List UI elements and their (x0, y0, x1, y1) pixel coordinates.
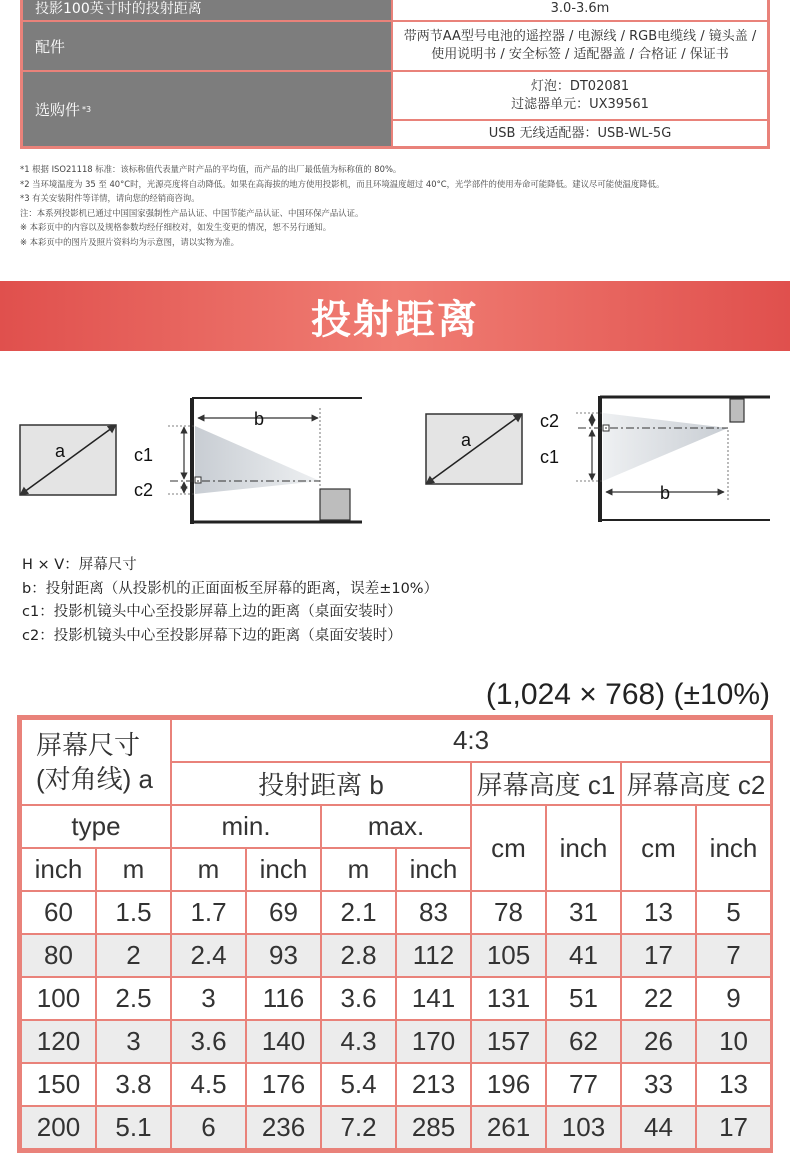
spec-value-line: USB 无线适配器：USB-WL-5G (488, 125, 672, 141)
table-cell: 83 (396, 891, 471, 934)
table-cell: 3.6 (321, 977, 396, 1020)
header-row (21, 805, 771, 848)
table-cell: 2.1 (321, 891, 396, 934)
table-row (21, 1063, 771, 1106)
resolution-label: (1,024 × 768) (±10%) (485, 678, 770, 711)
table-cell: 3 (171, 977, 246, 1020)
footnotes (20, 162, 780, 249)
table-cell: 100 (21, 977, 96, 1020)
c1-label: c1 (540, 447, 560, 467)
screen-size-label: a (461, 430, 472, 450)
header-row (21, 719, 771, 762)
table-cell: 33 (621, 1063, 696, 1106)
c2-header: 屏幕高度 c2 (621, 762, 771, 805)
footnote: *1 根据 ISO21118 标准：该标称值代表量产时产品的平均值，而产品的出厂最低值为标称值的 80%。 (20, 164, 402, 174)
table-cell: 236 (246, 1106, 321, 1149)
throw-header: 投射距离 b (171, 762, 471, 805)
table-cell: 93 (246, 934, 321, 977)
spec-value-group (393, 119, 767, 146)
spec-value-line: 灯泡：DT02081 (530, 78, 630, 94)
table-cell: 2.8 (321, 934, 396, 977)
c1-label: c1 (134, 445, 154, 465)
table-cell: 17 (621, 934, 696, 977)
table-cell: 69 (246, 891, 321, 934)
table-cell: 176 (246, 1063, 321, 1106)
footnote: ※ 本彩页中的内容以及规格参数均经仔细校对，如发生变更的情况，恕不另行通知。 (20, 222, 332, 232)
spec-row-accessories (23, 20, 767, 70)
table-row (21, 1106, 771, 1149)
table-cell: 131 (471, 977, 546, 1020)
table-row (21, 934, 771, 977)
table-cell: 41 (546, 934, 621, 977)
legend-item: c2：投影机镜头中心至投影屏幕下边的距离（桌面安装时） (22, 627, 402, 644)
table-cell: 3.8 (96, 1063, 171, 1106)
spec-value (391, 72, 767, 146)
table-row (21, 1020, 771, 1063)
table-cell: 10 (696, 1020, 771, 1063)
throw-distance-diagrams (0, 390, 790, 530)
c1-header: 屏幕高度 c1 (471, 762, 621, 805)
unit-header-cm: cm (471, 805, 546, 891)
spec-row-options (23, 70, 767, 146)
table-cell: 3.6 (171, 1020, 246, 1063)
table-cell: 31 (546, 891, 621, 934)
projection-beam (195, 426, 320, 494)
table-cell: 112 (396, 934, 471, 977)
spec-label (23, 72, 391, 146)
table-cell: 26 (621, 1020, 696, 1063)
table-body (21, 891, 771, 1149)
table-cell: 13 (696, 1063, 771, 1106)
aspect-header: 4:3 (171, 719, 771, 762)
section-title: 投射距离 (311, 296, 479, 343)
unit-header-inch: inch (246, 848, 321, 891)
table-cell: 62 (546, 1020, 621, 1063)
header-text: 屏幕尺寸 (36, 730, 141, 760)
table-cell: 170 (396, 1020, 471, 1063)
table-cell: 120 (21, 1020, 96, 1063)
unit-header-inch: inch (696, 805, 771, 891)
table-cell: 5.1 (96, 1106, 171, 1149)
footnote: *3 有关安装附件等详情，请向您的经销商咨询。 (20, 193, 200, 203)
spec-row-throw-distance (23, 0, 767, 20)
legend-item: b：投射距离（从投影机的正面面板至屏幕的距离，误差±10%） (22, 580, 439, 597)
table-cell: 22 (621, 977, 696, 1020)
table-cell: 140 (246, 1020, 321, 1063)
table-cell: 5 (696, 891, 771, 934)
header-text: (对角线) a (36, 764, 154, 794)
legend-item: H × V：屏幕尺寸 (22, 557, 137, 573)
legend-item: c1：投影机镜头中心至投影屏幕上边的距离（桌面安装时） (22, 604, 402, 620)
table-cell: 13 (621, 891, 696, 934)
table-cell: 141 (396, 977, 471, 1020)
table-cell: 1.7 (171, 891, 246, 934)
table-cell: 116 (246, 977, 321, 1020)
table-cell: 2.4 (171, 934, 246, 977)
footnote: ※ 本彩页中的图片及照片资料均为示意图，请以实物为准。 (20, 236, 240, 247)
table-cell: 3 (96, 1020, 171, 1063)
screen-size-header (21, 719, 171, 805)
table-row (21, 891, 771, 934)
unit-header-cm: cm (621, 805, 696, 891)
c2-label: c2 (134, 480, 154, 500)
screen-size-label: a (55, 441, 66, 461)
unit-header-m: m (321, 848, 396, 891)
spec-label-footnote: *3 (82, 104, 92, 114)
unit-header-inch: inch (396, 848, 471, 891)
table-cell: 157 (471, 1020, 546, 1063)
table-cell: 17 (696, 1106, 771, 1149)
table-cell: 6 (171, 1106, 246, 1149)
table-cell: 51 (546, 977, 621, 1020)
projector-icon (730, 399, 744, 422)
projector-icon (320, 489, 350, 520)
table-cell: 200 (21, 1106, 96, 1149)
b-label: b (660, 483, 671, 503)
table-cell: 4.3 (321, 1020, 396, 1063)
table-cell: 9 (696, 977, 771, 1020)
table-cell: 78 (471, 891, 546, 934)
table-cell: 77 (546, 1063, 621, 1106)
throw-distance-table (20, 718, 772, 1150)
unit-header-m: m (171, 848, 246, 891)
table-cell: 80 (21, 934, 96, 977)
footnote: 注：本系列投影机已通过中国国家强制性产品认证、中国节能产品认证、中国环保产品认证。 (20, 207, 364, 218)
spec-label: 配件 (23, 22, 391, 70)
spec-value-group (393, 72, 767, 119)
table-cell: 261 (471, 1106, 546, 1149)
table-cell: 2.5 (96, 977, 171, 1020)
table-cell: 7 (696, 934, 771, 977)
unit-header-inch: inch (21, 848, 96, 891)
unit-header-inch: inch (546, 805, 621, 891)
diagram-ceiling-mount (426, 396, 770, 522)
table-row (21, 977, 771, 1020)
table-cell: 1.5 (96, 891, 171, 934)
table-cell: 103 (546, 1106, 621, 1149)
table-cell: 2 (96, 934, 171, 977)
table-cell: 5.4 (321, 1063, 396, 1106)
spec-value (391, 0, 767, 20)
footnote: *2 当环境温度为 35 至 40°C时，光源亮度将自动降低。如果在高海拔的地方使用投影机，而且环境温度超过 40°C，光学部件的使用寿命可能降低。建议尽可能使温度降低。 (20, 178, 665, 189)
max-header: max. (321, 805, 471, 848)
table-cell: 285 (396, 1106, 471, 1149)
spec-label: 投影100英寸时的投射距离 (23, 0, 391, 20)
section-banner (0, 281, 790, 351)
spec-value-line: 过滤器单元：UX39561 (511, 96, 649, 112)
b-label: b (254, 409, 265, 429)
table-cell: 60 (21, 891, 96, 934)
table-cell: 105 (471, 934, 546, 977)
min-header: min. (171, 805, 321, 848)
c2-label: c2 (540, 411, 560, 431)
table-cell: 4.5 (171, 1063, 246, 1106)
table-cell: 150 (21, 1063, 96, 1106)
spec-label-text: 选购件 (35, 100, 81, 119)
table-cell: 213 (396, 1063, 471, 1106)
table-cell: 196 (471, 1063, 546, 1106)
type-header: type (21, 805, 171, 848)
projection-beam (603, 413, 728, 481)
spec-table (20, 0, 770, 149)
unit-header-m: m (96, 848, 171, 891)
spec-value (391, 22, 767, 70)
spec-value-line: 3.0-3.6m (550, 1, 610, 16)
lens-marker (195, 477, 201, 483)
spec-value-line: 使用说明书 / 安全标签 / 适配器盖 / 合格证 / 保证书 (431, 47, 729, 62)
table-cell: 44 (621, 1106, 696, 1149)
table-cell: 7.2 (321, 1106, 396, 1149)
diagram-floor-mount (20, 398, 362, 524)
spec-value-line: 带两节AA型号电池的遥控器 / 电源线 / RGB电缆线 / 镜头盖 / (403, 29, 757, 44)
diagram-legend (22, 554, 438, 648)
